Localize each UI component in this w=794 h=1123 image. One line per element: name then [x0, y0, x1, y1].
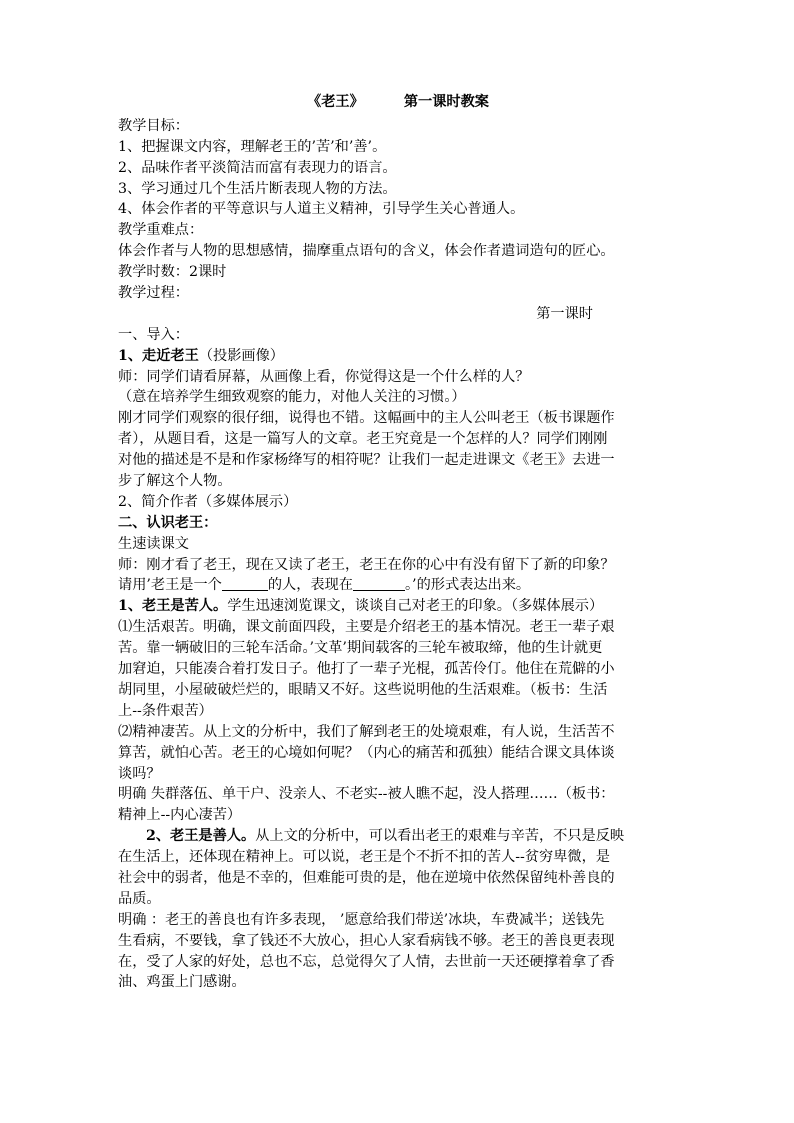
- intro-step1: [118, 346, 678, 367]
- fill-blank: [222, 576, 268, 591]
- intro-step1-title: 1、走近老王: [118, 347, 199, 364]
- paragraph-line: 品质。: [118, 890, 161, 907]
- paragraph-line: ⑴生活艰苦。明确，课文前面四段，主要是介绍老王的基本情况。老王一辈子艰: [118, 619, 615, 636]
- paragraph-line: 社会中的弱者，他是不幸的，但难能可贵的是，他在逆境中依然保留纯朴善良的: [118, 869, 615, 886]
- paragraph-line: 精神上--内心凄苦）: [118, 807, 242, 824]
- lesson-label: 第一课时: [536, 305, 593, 322]
- intro-paragraph-line: 对他的描述是不是和作家杨绛写的相符呢？让我们一起走进课文《老王》去进一: [118, 452, 615, 469]
- paragraph-line: 明确 ：老王的善良也有许多表现， ’愿意给我们带送’冰块，车费减半；送钱先: [118, 911, 605, 928]
- paragraph-line: 加窘迫，只能凑合着打发日子。他打了一辈子光棍，孤苦伶仃。他住在荒僻的小: [118, 661, 615, 678]
- prompt-part-a: 请用’老王是一个: [118, 577, 222, 594]
- key-points-text: 体会作者与人物的思想感情，揣摩重点语句的含义，体会作者遣词造句的匠心。: [118, 243, 615, 260]
- intro-paragraph-line: 者），从题目看，这是一篇写人的文章。老王究竟是一个怎样的人？同学们刚刚: [118, 431, 608, 448]
- paragraph-line: 胡同里，小屋破破烂烂的，眼睛又不好。这些说明他的生活艰难。（板书：生活: [118, 681, 608, 698]
- part2-heading: [118, 513, 678, 534]
- intro-heading: 一、导入：: [118, 326, 189, 343]
- paragraph-line: 算苦，就怕心苦。老王的心境如何呢？（内心的痛苦和孤独）能结合课文具体谈: [118, 744, 615, 761]
- paragraph-line: 明确 失群落伍、单干户、没亲人、不老实--被人瞧不起，没人搭理……（板书：: [118, 786, 615, 803]
- goal-item: 1、把握课文内容，理解老王的’苦’和’善’。: [118, 138, 387, 155]
- intro-paragraph-line: 刚才同学们观察的很仔细，说得也不错。这幅画中的主人公叫老王（板书课题作: [118, 410, 615, 427]
- section-bitter-man-title: 1、老王是苦人。: [118, 598, 228, 615]
- goal-item: 2、品味作者平淡简洁而富有表现力的语言。: [118, 159, 397, 176]
- section-good-man-title: 2、老王是善人。: [146, 828, 256, 845]
- title-sub: 第一课时教案: [403, 94, 489, 110]
- paragraph-line: 油、鸡蛋上门感谢。: [118, 974, 246, 991]
- prompt-part-b: 的人，表现在: [267, 577, 353, 594]
- intro-paragraph-line: 步了解这个人物。: [118, 473, 232, 490]
- paragraph-line: 生看病，不要钱，拿了钱还不大放心，担心人家看病钱不够。老王的善良更表现: [118, 932, 615, 949]
- paragraph-line: 在生活上，还体现在精神上。可以说，老王是个不折不扣的苦人--贫穷卑微，是: [118, 849, 610, 866]
- goals-heading: 教学目标：: [118, 117, 189, 134]
- paragraph-line: ⑵精神凄苦。从上文的分析中，我们了解到老王的处境艰难，有人说，生活苦不: [118, 723, 615, 740]
- part2-heading-text: 二、认识老王：: [118, 514, 218, 531]
- section-good-man-desc: 从上文的分析中，可以看出老王的艰难与辛苦，不只是反映: [255, 828, 625, 845]
- paragraph-line: 在，受了人家的好处，总也不忘，总觉得欠了人情，去世前一天还硬撑着拿了香: [118, 953, 615, 970]
- teaching-hours: 教学时数：2课时: [118, 264, 227, 281]
- teacher-prompt-line: [118, 575, 678, 596]
- goal-item: 4、体会作者的平等意识与人道主义精神，引导学生关心普通人。: [118, 201, 525, 218]
- paragraph-line: 苦。靠一辆破旧的三轮车活命。’文革’期间载客的三轮车被取缔，他的生计就更: [118, 640, 603, 657]
- paragraph-line: 上--条件艰苦）: [118, 702, 213, 719]
- key-points-heading: 教学重难点：: [118, 222, 204, 239]
- intro-step2: 2、简介作者（多媒体展示）: [118, 493, 298, 510]
- goal-item: 3、学习通过几个生活片断表现人物的方法。: [118, 180, 397, 197]
- intent-note: （意在培养学生细致观察的能力，对他人关注的习惯。）: [118, 389, 466, 406]
- teacher-prompt-line: 师：刚才看了老王，现在又读了老王，老王在你的心中有没有留下了新的印象？: [118, 556, 615, 573]
- section-bitter-man-desc: 学生迅速浏览课文，谈谈自己对老王的印象。（多媒体展示）: [227, 598, 604, 615]
- title-main: 《老王》: [307, 94, 364, 110]
- intro-step1-note: （投影画像）: [198, 347, 284, 364]
- paragraph-line: 谈吗？: [118, 765, 161, 782]
- teacher-question: 师：同学们请看屏幕，从画像上看，你觉得这是一个什么样的人？: [118, 368, 530, 385]
- section-good-man: [118, 826, 678, 847]
- document-title: [118, 92, 678, 113]
- lesson-plan-document: [118, 92, 678, 993]
- fill-blank: [353, 576, 405, 591]
- process-heading: 教学过程：: [118, 285, 189, 302]
- section-bitter-man: [118, 596, 678, 617]
- speed-reading: 生速读课文: [118, 535, 189, 552]
- prompt-part-c: 。’的形式表达出来。: [404, 577, 531, 594]
